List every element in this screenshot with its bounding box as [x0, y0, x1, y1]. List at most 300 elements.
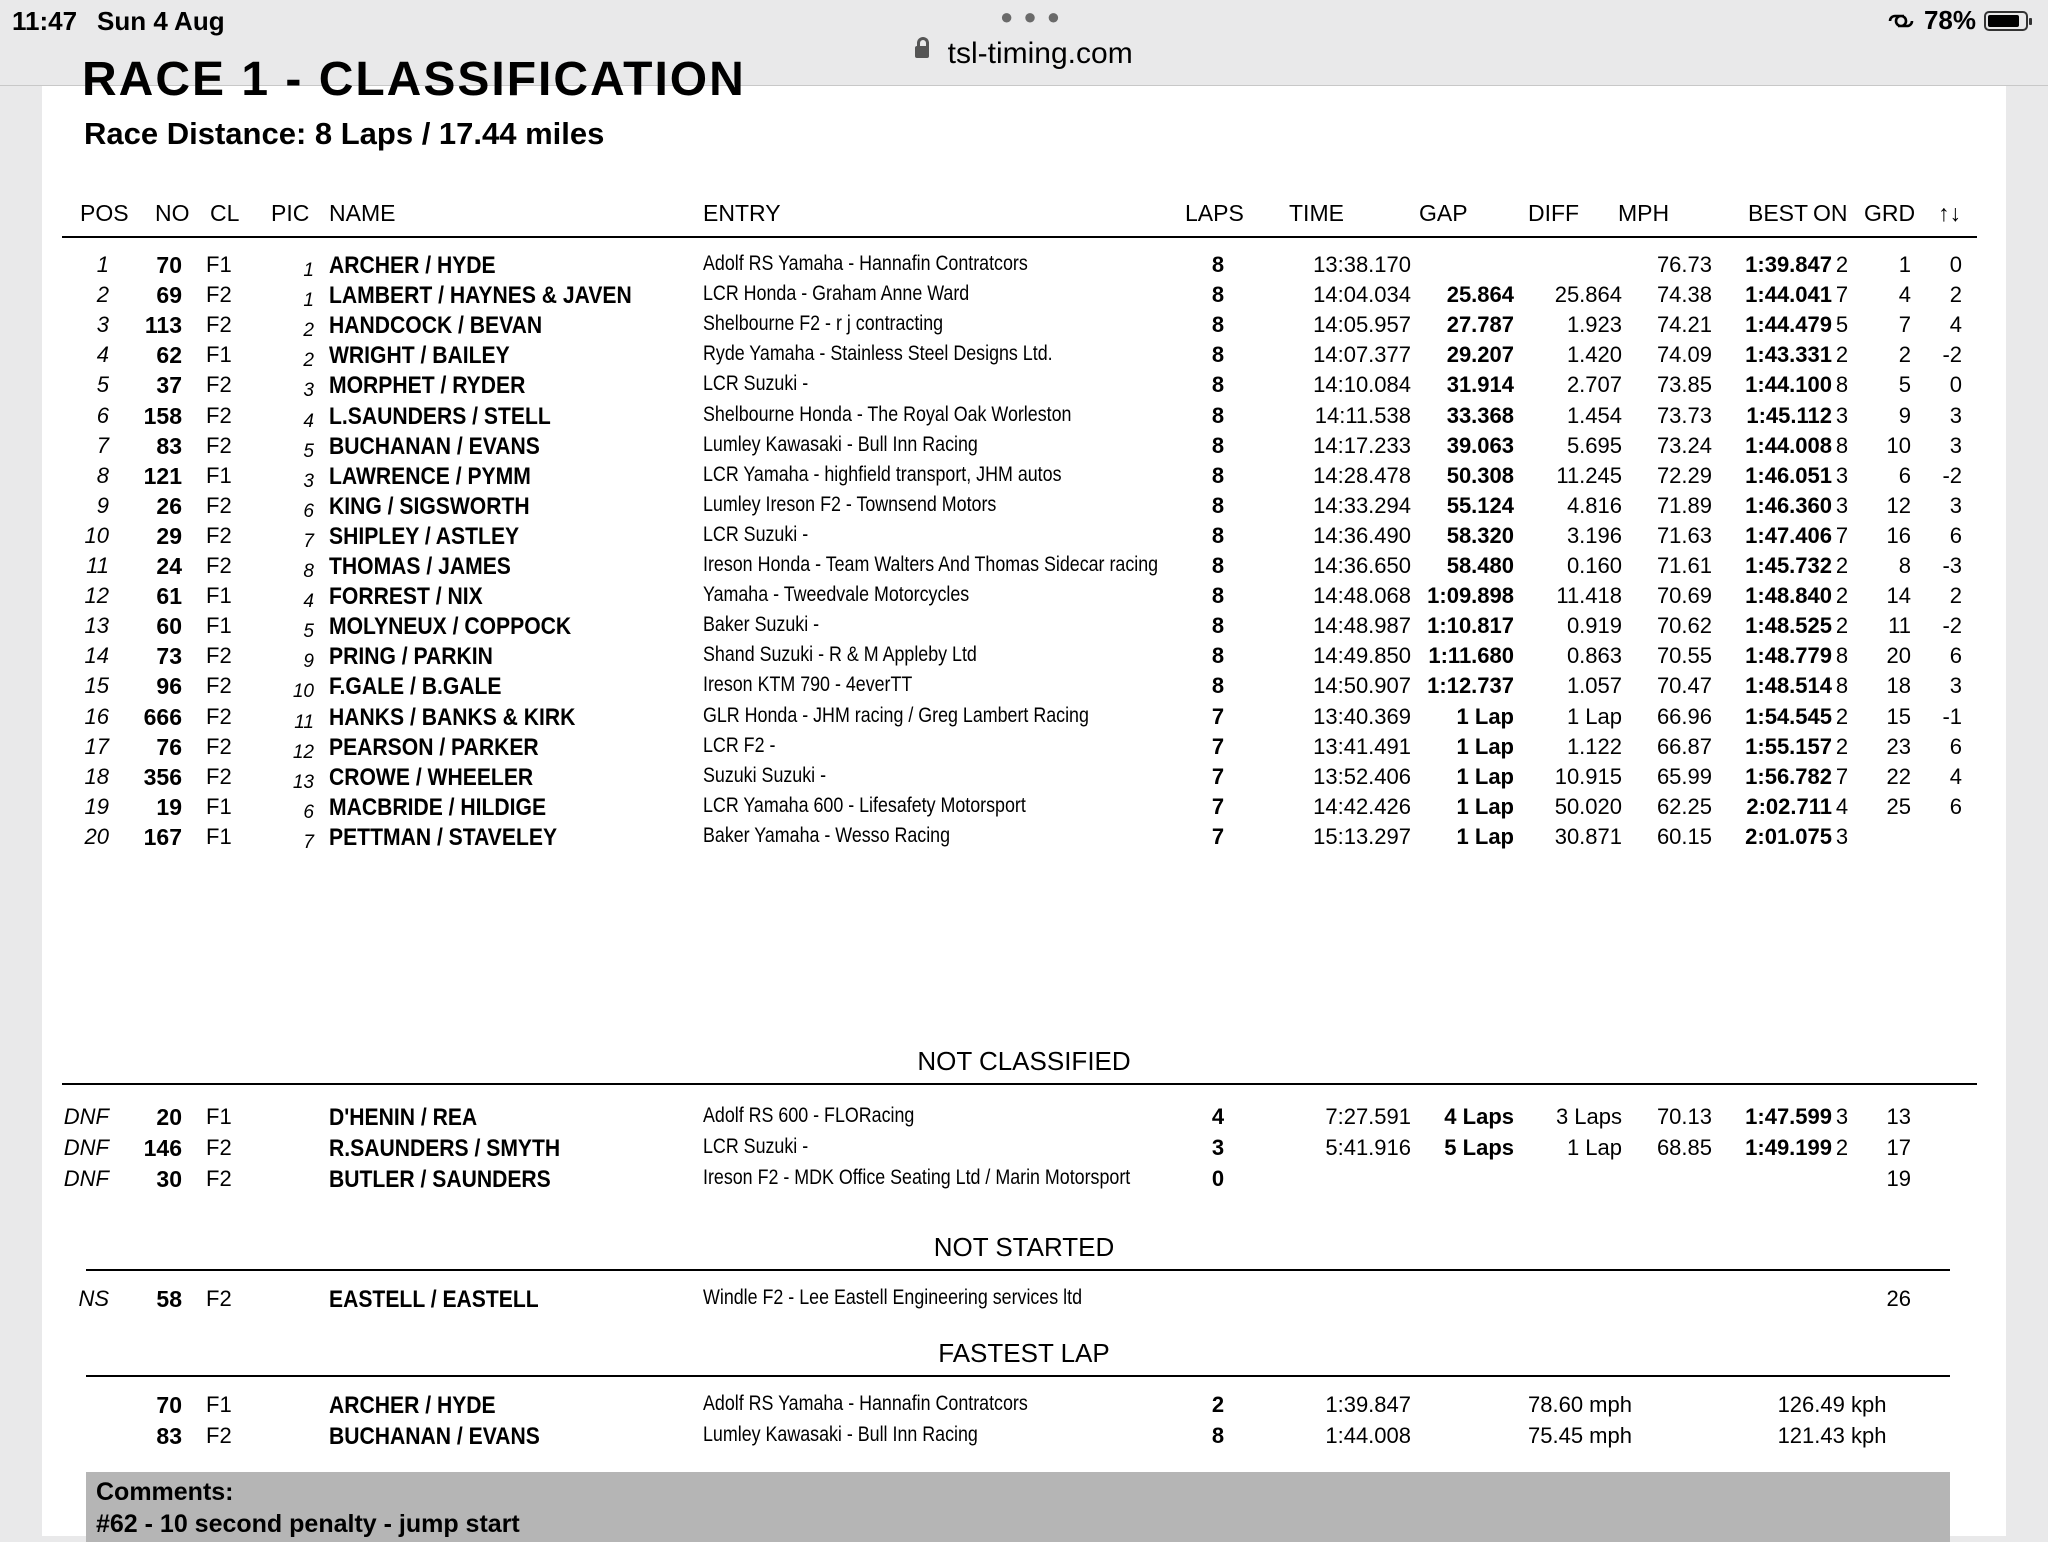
laps-cell: 8 — [1211, 462, 1225, 488]
number-cell: 113 — [144, 312, 182, 339]
time-cell: 14:33.294 — [1313, 492, 1411, 518]
position-change-cell: 3 — [1949, 492, 1962, 518]
pos-cell: 19 — [84, 793, 109, 819]
entry-cell: LCR Suzuki - — [703, 1135, 809, 1158]
diff-cell: 1 Lap — [1566, 703, 1622, 729]
class-cell: F2 — [206, 522, 232, 548]
mph-cell: 71.89 — [1656, 492, 1712, 518]
class-cell: F2 — [206, 1423, 232, 1448]
mph-cell: 71.61 — [1656, 553, 1712, 578]
link-icon — [1886, 11, 1916, 31]
grid-cell: 2 — [1898, 342, 1911, 368]
name-cell: D'HENIN / REA — [329, 1104, 478, 1131]
name-cell: SHIPLEY / ASTLEY — [329, 522, 520, 550]
name-cell: L.SAUNDERS / STELL — [329, 402, 551, 430]
race-distance: Race Distance: 8 Laps / 17.44 miles — [84, 116, 605, 151]
pos-cell: 8 — [96, 462, 109, 488]
class-cell: F2 — [206, 282, 232, 308]
grid-cell: 25 — [1886, 793, 1911, 819]
col-pic: PIC — [271, 200, 310, 226]
pos-cell: 11 — [86, 553, 109, 578]
gap-cell: 1 Lap — [1456, 733, 1514, 759]
laps-cell: 8 — [1211, 402, 1225, 428]
grid-cell: 4 — [1898, 282, 1911, 308]
class-cell: F2 — [206, 372, 232, 398]
gap-cell: 1:11.680 — [1428, 643, 1514, 669]
best-on-lap-cell: 5 — [1835, 312, 1849, 338]
laps-cell: 8 — [1211, 282, 1225, 308]
battery-percent: 78% — [1923, 5, 1976, 35]
pic-cell: 3 — [303, 380, 314, 402]
name-cell: F.GALE / B.GALE — [329, 673, 502, 701]
pos-cell: 17 — [84, 733, 109, 759]
position-change-cell: 3 — [1949, 402, 1962, 428]
pos-cell: 16 — [84, 703, 109, 729]
name-cell: BUCHANAN / EVANS — [329, 432, 540, 460]
position-change-cell: -3 — [1942, 553, 1962, 578]
time-cell: 14:10.084 — [1313, 372, 1411, 398]
gap-cell: 1 Lap — [1456, 763, 1514, 789]
laps-cell: 8 — [1211, 432, 1225, 458]
col-gap: GAP — [1419, 200, 1468, 226]
best-on-lap-cell: 2 — [1835, 703, 1849, 729]
position-change-cell: 6 — [1949, 733, 1962, 759]
time-cell: 13:52.406 — [1313, 763, 1411, 789]
number-cell: 70 — [156, 1392, 182, 1418]
time-cell: 13:38.170 — [1313, 252, 1411, 277]
best-lap-cell: 2:01.075 — [1745, 823, 1832, 849]
col-cl: CL — [210, 200, 240, 226]
pos-cell: 10 — [84, 522, 109, 548]
fastest-lap-row[interactable] — [42, 1417, 2006, 1456]
position-change-cell: 6 — [1949, 522, 1962, 548]
pos-cell: 4 — [96, 342, 109, 368]
best-lap-cell: 1:46.360 — [1745, 492, 1832, 518]
best-lap-cell: 1:47.599 — [1745, 1104, 1832, 1129]
diff-cell: 30.871 — [1554, 823, 1622, 849]
mph-cell: 66.87 — [1656, 733, 1712, 759]
best-on-lap-cell: 7 — [1835, 522, 1849, 548]
grid-cell: 19 — [1886, 1166, 1911, 1191]
time-cell: 1:44.008 — [1325, 1423, 1411, 1448]
col-no: NO — [155, 200, 190, 226]
class-cell: F2 — [206, 703, 232, 729]
gap-cell: 50.308 — [1446, 462, 1514, 488]
mph-cell: 62.25 — [1656, 793, 1712, 819]
not-started-heading: NOT STARTED — [933, 1232, 1115, 1262]
time-cell: 14:49.850 — [1313, 643, 1411, 669]
class-cell: F2 — [206, 673, 232, 699]
entry-cell: Baker Suzuki - — [703, 613, 820, 637]
entry-cell: LCR Yamaha 600 - Lifesafety Motorsport — [703, 793, 1026, 817]
best-on-lap-cell: 3 — [1835, 402, 1849, 428]
best-on-lap-cell: 3 — [1835, 492, 1849, 518]
position-change-cell: 4 — [1949, 763, 1962, 789]
name-cell: WRIGHT / BAILEY — [329, 342, 510, 370]
entry-cell: Baker Yamaha - Wesso Racing — [703, 823, 951, 847]
comments-text: #62 - 10 second penalty - jump start — [96, 1510, 520, 1538]
best-lap-cell: 1:55.157 — [1745, 733, 1832, 759]
number-cell: 58 — [156, 1286, 182, 1312]
entry-cell: LCR Suzuki - — [703, 522, 809, 546]
best-on-lap-cell: 2 — [1835, 733, 1849, 759]
diff-cell: 1.420 — [1566, 342, 1622, 368]
laps-cell: 8 — [1211, 312, 1225, 338]
laps-cell: 8 — [1211, 492, 1225, 518]
entry-cell: Ryde Yamaha - Stainless Steel Designs Ltd. — [703, 342, 1053, 366]
best-on-lap-cell: 2 — [1835, 583, 1849, 609]
name-cell: FORREST / NIX — [329, 583, 483, 611]
mph-cell: 60.15 — [1656, 823, 1712, 849]
grid-cell: 22 — [1886, 763, 1911, 789]
status-cell: DNF — [63, 1104, 109, 1129]
laps-cell: 3 — [1211, 1135, 1225, 1160]
grid-cell: 13 — [1886, 1104, 1911, 1129]
name-cell: LAMBERT / HAYNES & JAVEN — [329, 282, 632, 310]
mph-cell: 74.09 — [1656, 342, 1712, 368]
col-diff: DIFF — [1528, 200, 1580, 226]
lock-icon — [915, 46, 929, 58]
pic-cell: 4 — [303, 410, 314, 432]
best-lap-cell: 1:44.041 — [1745, 282, 1832, 308]
class-cell: F2 — [206, 312, 232, 338]
time-cell: 14:48.987 — [1313, 613, 1411, 639]
entry-cell: Shand Suzuki - R & M Appleby Ltd — [703, 643, 977, 667]
name-cell: ARCHER / HYDE — [329, 252, 496, 279]
best-on-lap-cell: 8 — [1835, 432, 1849, 458]
class-cell: F1 — [206, 252, 232, 277]
time-cell: 14:48.068 — [1313, 583, 1411, 609]
gap-cell: 1 Lap — [1456, 823, 1514, 849]
grid-cell: 15 — [1886, 703, 1911, 729]
grid-cell: 20 — [1886, 643, 1911, 669]
not-started-rule — [86, 1269, 1950, 1271]
laps-cell: 8 — [1211, 372, 1225, 398]
laps-cell: 7 — [1211, 823, 1225, 849]
position-change-cell: 0 — [1949, 252, 1962, 277]
mph-cell: 71.63 — [1656, 522, 1712, 548]
status-right — [1886, 5, 2028, 36]
multitasking-dots-icon[interactable]: ● ● ● — [1000, 4, 1063, 29]
laps-cell: 8 — [1211, 522, 1225, 548]
name-cell: HANDCOCK / BEVAN — [329, 312, 543, 340]
best-on-lap-cell: 8 — [1835, 643, 1849, 669]
diff-cell: 3.196 — [1566, 522, 1622, 548]
entry-cell: LCR F2 - — [703, 733, 776, 757]
mph-cell: 70.69 — [1656, 583, 1712, 609]
pos-cell: 14 — [84, 643, 109, 669]
pic-cell: 1 — [303, 260, 314, 281]
pic-cell: 12 — [292, 741, 314, 763]
diff-cell: 0.160 — [1566, 553, 1622, 578]
name-cell: BUTLER / SAUNDERS — [329, 1166, 551, 1193]
position-change-cell: 2 — [1949, 282, 1962, 308]
pic-cell: 10 — [292, 681, 314, 703]
best-on-lap-cell: 4 — [1835, 793, 1849, 819]
name-cell: MOLYNEUX / COPPOCK — [329, 613, 572, 641]
entry-cell: Ireson KTM 790 - 4everTT — [703, 673, 913, 697]
gap-cell: 27.787 — [1446, 312, 1514, 338]
speed-mph-cell: 75.45 mph — [1528, 1423, 1632, 1448]
laps-cell: 8 — [1211, 342, 1225, 368]
name-cell: PEARSON / PARKER — [329, 733, 539, 761]
name-cell: CROWE / WHEELER — [329, 763, 534, 791]
pos-cell: 7 — [96, 432, 109, 458]
gap-cell: 1:10.817 — [1427, 613, 1514, 639]
mph-cell: 73.24 — [1656, 432, 1712, 458]
pic-cell: 5 — [303, 621, 314, 643]
col-time: TIME — [1289, 200, 1344, 226]
position-change-cell: 3 — [1949, 432, 1962, 458]
best-on-lap-cell: 8 — [1835, 372, 1849, 398]
best-on-lap-cell: 2 — [1835, 342, 1849, 368]
table-row[interactable] — [42, 818, 2006, 857]
laps-cell: 8 — [1211, 583, 1225, 609]
laps-cell: 7 — [1211, 733, 1225, 759]
pos-cell: 2 — [96, 282, 109, 308]
col-mph: MPH — [1618, 200, 1670, 226]
best-lap-cell: 1:43.331 — [1745, 342, 1832, 368]
name-cell: MACBRIDE / HILDIGE — [329, 793, 547, 821]
number-cell: 69 — [156, 282, 182, 309]
time-cell: 14:17.233 — [1313, 432, 1411, 458]
pic-cell: 5 — [303, 440, 314, 462]
number-cell: 26 — [156, 492, 182, 519]
position-change-cell: 3 — [1949, 673, 1962, 699]
time-cell: 14:50.907 — [1313, 673, 1411, 699]
time-cell: 14:11.538 — [1314, 402, 1411, 428]
comments-label: Comments: — [96, 1478, 234, 1506]
fastest-lap-heading: FASTEST LAP — [938, 1338, 1110, 1368]
class-cell: F2 — [206, 553, 232, 578]
class-cell: F2 — [206, 763, 232, 789]
not-classified-row[interactable] — [42, 1160, 2006, 1199]
name-cell: EASTELL / EASTELL — [329, 1286, 539, 1313]
lap-cell: 2 — [1211, 1392, 1225, 1417]
grid-cell: 9 — [1898, 402, 1911, 428]
mph-cell: 66.96 — [1656, 703, 1712, 729]
number-cell: 121 — [143, 462, 182, 489]
entry-cell: Adolf RS Yamaha - Hannafin Contratcors — [703, 1392, 1028, 1415]
number-cell: 76 — [156, 733, 182, 760]
url-text[interactable]: tsl-timing.com — [947, 37, 1133, 71]
diff-cell: 3 Laps — [1555, 1104, 1622, 1129]
class-cell: F1 — [206, 1392, 232, 1417]
number-cell: 70 — [156, 252, 182, 278]
number-cell: 30 — [156, 1166, 182, 1192]
time-cell: 14:28.478 — [1313, 462, 1411, 488]
entry-cell: Ireson F2 - MDK Office Seating Ltd / Marin Motorsport — [703, 1166, 1131, 1189]
entry-cell: Ireson Honda - Team Walters And Thomas Sidecar racing — [703, 553, 1159, 576]
entry-cell: Lumley Kawasaki - Bull Inn Racing — [703, 432, 978, 456]
position-change-cell: 0 — [1949, 372, 1962, 398]
pos-cell: 20 — [84, 823, 109, 849]
number-cell: 356 — [143, 763, 182, 790]
class-cell: F2 — [206, 492, 232, 518]
laps-cell: 4 — [1211, 1104, 1225, 1129]
entry-cell: Yamaha - Tweedvale Motorcycles — [703, 583, 970, 607]
entry-cell: Adolf RS Yamaha - Hannafin Contratcors — [703, 252, 1028, 275]
laps-cell: 0 — [1211, 1166, 1225, 1191]
number-cell: 19 — [156, 793, 182, 820]
status-cell: DNF — [63, 1166, 109, 1191]
class-cell: F2 — [206, 1166, 232, 1191]
gap-cell: 1 Lap — [1456, 793, 1514, 819]
number-cell: 20 — [156, 1104, 182, 1130]
best-on-lap-cell: 2 — [1835, 252, 1849, 277]
lap-cell: 8 — [1211, 1423, 1225, 1448]
gap-cell: 29.207 — [1446, 342, 1514, 368]
laps-cell: 7 — [1211, 763, 1225, 789]
best-lap-cell: 1:48.779 — [1745, 643, 1832, 669]
class-cell: F2 — [206, 1286, 232, 1311]
diff-cell: 1.057 — [1566, 673, 1622, 699]
entry-cell: LCR Honda - Graham Anne Ward — [703, 282, 970, 306]
gap-cell: 1 Lap — [1456, 703, 1514, 729]
pic-cell: 7 — [303, 530, 314, 552]
diff-cell: 1.454 — [1566, 402, 1622, 428]
gap-cell: 31.914 — [1446, 372, 1514, 398]
time-cell: 7:27.591 — [1325, 1104, 1411, 1129]
name-cell: LAWRENCE / PYMM — [329, 462, 531, 490]
pic-cell: 2 — [303, 320, 314, 342]
class-cell: F2 — [206, 733, 232, 759]
class-cell: F1 — [206, 342, 232, 368]
class-cell: F1 — [206, 583, 232, 609]
time-cell: 1:39.847 — [1325, 1392, 1411, 1417]
grid-cell: 5 — [1898, 372, 1911, 398]
grid-cell: 14 — [1886, 583, 1911, 609]
diff-cell: 5.695 — [1566, 432, 1622, 458]
grid-cell: 12 — [1886, 492, 1911, 518]
mph-cell: 76.73 — [1656, 252, 1712, 277]
not-classified-rule — [62, 1083, 1977, 1085]
number-cell: 167 — [143, 823, 182, 850]
best-on-lap-cell: 7 — [1835, 282, 1849, 308]
mph-cell: 65.99 — [1656, 763, 1712, 789]
number-cell: 29 — [156, 522, 182, 549]
not-started-row[interactable] — [42, 1280, 2006, 1319]
mph-cell: 72.29 — [1656, 462, 1712, 488]
pos-cell: 15 — [84, 673, 109, 699]
time-cell: 5:41.916 — [1325, 1135, 1411, 1160]
best-lap-cell: 1:45.732 — [1745, 553, 1832, 578]
mph-cell: 74.21 — [1656, 312, 1712, 338]
best-lap-cell: 1:39.847 — [1745, 252, 1832, 277]
gap-cell: 1:09.898 — [1427, 583, 1514, 609]
pic-cell: 4 — [303, 591, 314, 613]
gap-cell: 4 Laps — [1444, 1104, 1514, 1129]
pic-cell: 7 — [303, 831, 314, 853]
best-lap-cell: 1:48.525 — [1745, 613, 1832, 639]
number-cell: 62 — [156, 342, 182, 369]
class-cell: F1 — [206, 823, 232, 849]
name-cell: R.SAUNDERS / SMYTH — [329, 1135, 561, 1162]
position-change-cell: -2 — [1942, 342, 1962, 368]
number-cell: 24 — [156, 553, 182, 579]
mph-cell: 70.13 — [1656, 1104, 1712, 1129]
pic-cell: 9 — [303, 651, 314, 673]
diff-cell: 11.245 — [1556, 462, 1622, 488]
pic-cell: 2 — [303, 350, 314, 372]
laps-cell: 8 — [1211, 553, 1225, 578]
grid-cell: 6 — [1898, 462, 1911, 488]
best-lap-cell: 1:56.782 — [1745, 763, 1832, 789]
number-cell: 146 — [143, 1135, 182, 1161]
number-cell: 61 — [156, 583, 182, 610]
best-lap-cell: 1:45.112 — [1746, 402, 1832, 428]
laps-cell: 8 — [1211, 252, 1225, 277]
best-lap-cell: 1:44.479 — [1745, 312, 1832, 338]
position-change-cell: -1 — [1942, 703, 1962, 729]
header-rule — [62, 236, 1977, 238]
diff-cell: 0.863 — [1566, 643, 1622, 669]
diff-cell: 25.864 — [1554, 282, 1622, 308]
col-entry: ENTRY — [703, 200, 781, 226]
laps-cell: 7 — [1211, 793, 1225, 819]
mph-cell: 74.38 — [1656, 282, 1712, 308]
class-cell: F2 — [206, 402, 232, 428]
pic-cell: 13 — [292, 771, 314, 793]
entry-cell: GLR Honda - JHM racing / Greg Lambert Racing — [703, 703, 1089, 727]
number-cell: 158 — [143, 402, 182, 429]
mph-cell: 73.85 — [1656, 372, 1712, 398]
mph-cell: 70.47 — [1656, 673, 1712, 699]
laps-cell: 8 — [1211, 613, 1225, 639]
number-cell: 666 — [143, 703, 182, 730]
time-cell: 13:41.491 — [1313, 733, 1411, 759]
laps-cell: 8 — [1211, 643, 1225, 669]
pic-cell: 6 — [303, 801, 314, 823]
name-cell: KING / SIGSWORTH — [329, 492, 530, 520]
class-cell: F2 — [206, 643, 232, 669]
grid-cell: 11 — [1888, 613, 1911, 639]
pos-cell: 9 — [96, 492, 109, 518]
grid-cell: 10 — [1886, 432, 1911, 458]
entry-cell: Shelbourne Honda - The Royal Oak Worleston — [703, 402, 1072, 426]
entry-cell: Suzuki Suzuki - — [703, 763, 827, 787]
pic-cell: 1 — [303, 290, 314, 312]
pos-cell: 12 — [84, 583, 109, 609]
best-lap-cell: 1:49.199 — [1745, 1135, 1832, 1160]
gap-cell: 58.320 — [1446, 522, 1514, 548]
best-on-lap-cell: 7 — [1835, 763, 1849, 789]
mph-cell: 73.73 — [1656, 402, 1712, 428]
gap-cell: 39.063 — [1446, 432, 1514, 458]
speed-mph-cell: 78.60 mph — [1528, 1392, 1632, 1417]
number-cell: 60 — [156, 613, 182, 640]
col-laps: LAPS — [1185, 200, 1244, 226]
col-grd: GRD — [1864, 200, 1916, 226]
best-on-lap-cell: 2 — [1835, 553, 1849, 578]
grid-cell: 8 — [1898, 553, 1911, 578]
entry-cell: Windle F2 - Lee Eastell Engineering services ltd — [703, 1286, 1083, 1309]
best-on-lap-cell: 3 — [1835, 462, 1849, 488]
position-change-cell: -2 — [1942, 613, 1962, 639]
position-change-cell: 4 — [1949, 312, 1962, 338]
best-on-lap-cell: 8 — [1835, 673, 1849, 699]
diff-cell: 50.020 — [1554, 793, 1622, 819]
best-lap-cell: 1:48.514 — [1745, 673, 1832, 699]
name-cell: HANKS / BANKS & KIRK — [329, 703, 576, 731]
grid-cell: 18 — [1886, 673, 1911, 699]
class-cell: F2 — [206, 432, 232, 458]
name-cell: PETTMAN / STAVELEY — [329, 823, 558, 851]
mph-cell: 68.85 — [1656, 1135, 1712, 1160]
fastest-lap-rule — [86, 1375, 1950, 1377]
entry-cell: LCR Yamaha - highfield transport, JHM autos — [703, 462, 1062, 486]
best-lap-cell: 2:02.711 — [1746, 793, 1832, 819]
